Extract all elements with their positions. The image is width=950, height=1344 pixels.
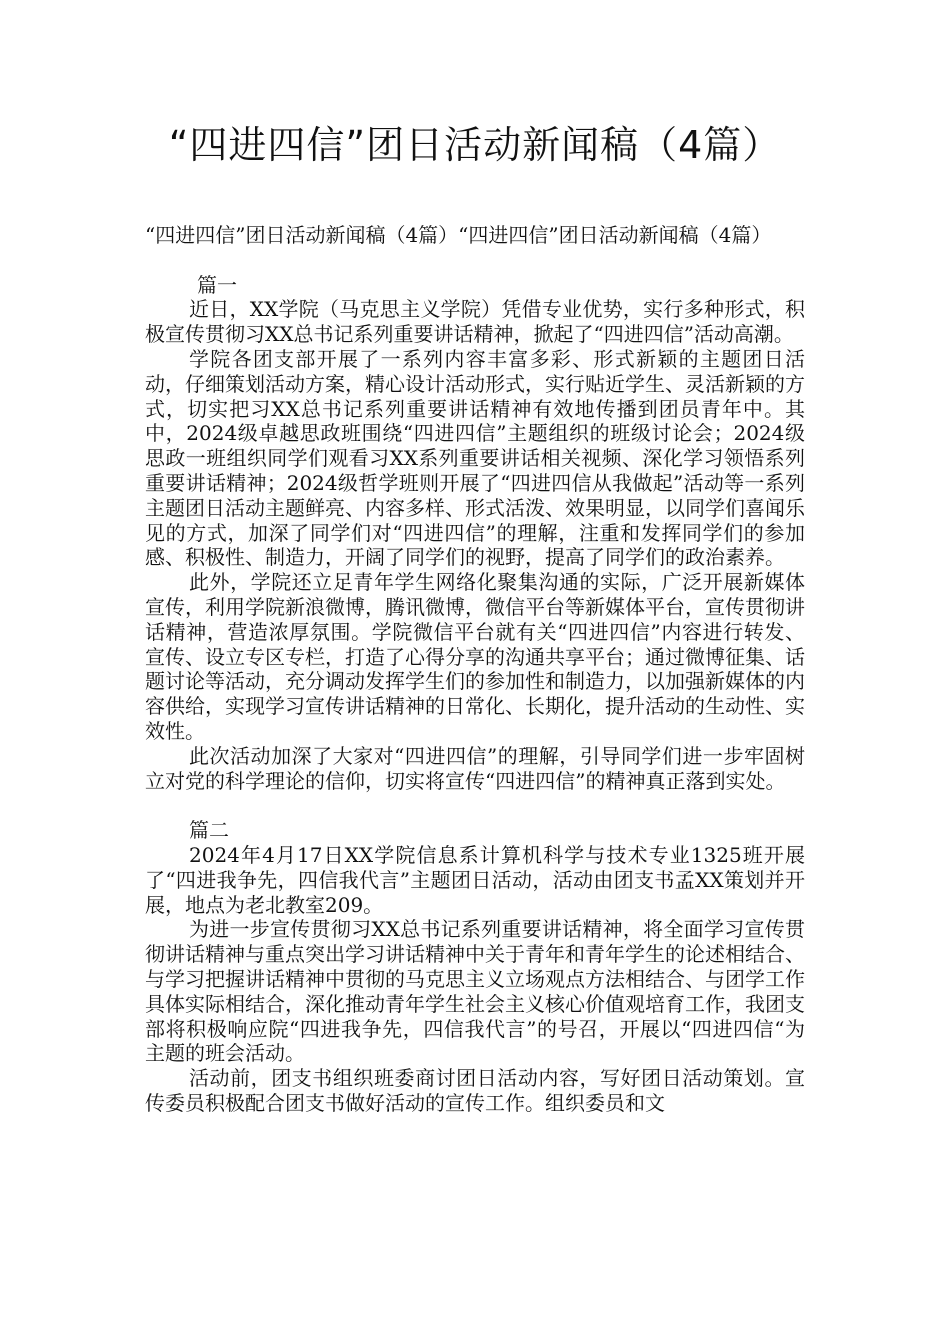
paragraph: 学院各团支部开展了一系列内容丰富多彩、形式新颖的主题团日活动，仔细策划活动方案，精心设计活动形式，实行贴近学生、灵活新颖的方式，切实把习XX总书记系列重要讲话精神有效地传播到团员青年中。其中，2024级卓越思政班围绕“四进四信”主题组织的班级讨论会；2024级思政一班组织同学们观看习XX系列重要讲话相关视频、深化学习领悟系列重要讲话精神；2024级哲学班则开展了“四进四信从我做起”活动等一系列主题团日活动主题鲜亮、内容多样、形式活泼、效果明显，以同学们喜闻乐见的方式，加深了同学们对“四进四信”的理解，注重和发挥同学们的参加感、积极性、制造力，开阔了同学们的视野，提高了同学们的政治素养。 <box>145 346 805 570</box>
paragraph: 此外，学院还立足青年学生网络化聚集沟通的实际，广泛开展新媒体宣传，利用学院新浪微博，腾讯微博，微信平台等新媒体平台，宣传贯彻讲话精神，营造浓厚氛围。学院微信平台就有关“四进四信”内容进行转发、宣传、设立专区专栏，打造了心得分享的沟通共享平台；通过微博征集、话题讨论等活动，充分调动发挥学生们的参加性和制造力，以加强新媒体的内容供给，实现学习宣传讲话精神的日常化、长期化，提升活动的生动性、实效性。 <box>145 570 805 743</box>
spacer <box>145 793 805 818</box>
spacer <box>145 248 805 273</box>
section-heading-1: 篇一 <box>197 272 237 297</box>
paragraph: 近日，XX学院（马克思主义学院）凭借专业优势，实行多种形式，积极宣传贯彻习XX总书记系列重要讲话精神，掀起了“四进四信”活动高潮。 <box>145 297 805 347</box>
document-body <box>145 223 805 1116</box>
section-heading-2: 篇二 <box>189 818 229 843</box>
document-subtitle: “四进四信”团日活动新闻稿（4篇）“四进四信”团日活动新闻稿（4篇） <box>145 223 772 247</box>
document-title: “四进四信”团日活动新闻稿（4篇） <box>168 123 782 167</box>
paragraph: 为进一步宣传贯彻习XX总书记系列重要讲话精神，将全面学习宣传贯彻讲话精神与重点突出学习讲话精神中关于青年和青年学生的论述相结合、与学习把握讲话精神中贯彻的马克思主义立场观点方法相结合、与团学工作具体实际相结合，深化推动青年学生社会主义核心价值观培育工作，我团支部将积极响应院“四进我争先，四信我代言”的号召，开展以“四进四信“为主题的班会活动。 <box>145 917 805 1066</box>
paragraph: 2024年4月17日XX学院信息系计算机科学与技术专业1325班开展了“四进我争先，四信我代言”主题团日活动，活动由团支书孟XX策划并开展，地点为老北教室209。 <box>145 842 805 917</box>
paragraph: 活动前，团支书组织班委商讨团日活动内容，写好团日活动策划。宣传委员积极配合团支书做好活动的宣传工作。组织委员和文 <box>145 1066 805 1115</box>
paragraph: 此次活动加深了大家对“四进四信”的理解，引导同学们进一步牢固树立对党的科学理论的信仰，切实将宣传“四进四信”的精神真正落到实处。 <box>145 743 805 793</box>
